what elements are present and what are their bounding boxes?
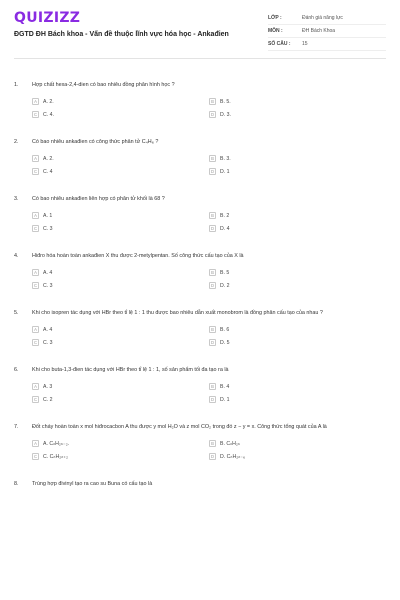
- answer-option[interactable]: [209, 269, 386, 276]
- option-text: A. CₙH₂ₙ₋₂.: [43, 440, 70, 447]
- answer-options: [32, 383, 386, 403]
- answer-options: [32, 326, 386, 346]
- question-number: 2.: [14, 139, 19, 145]
- question-number: 5.: [14, 310, 19, 316]
- option-letter-box[interactable]: D: [210, 340, 215, 345]
- answer-option[interactable]: [209, 339, 386, 346]
- question-text: Đốt cháy hoàn toàn x mol hiđrocacbon A thu được y mol H₂O và z mol CO₂ trong đó z − y = x. Công thức tổng quát của A là: [32, 424, 327, 430]
- question-item: [14, 309, 386, 346]
- worksheet-meta: [268, 12, 386, 51]
- option-letter-box[interactable]: C: [33, 226, 38, 231]
- option-text: C. 4.: [43, 111, 54, 118]
- option-text: D. 1: [220, 396, 230, 403]
- question-text: Hiđro hóa hoàn toàn ankađien X thu được 2-metylpentan. Số công thức cấu tạo của X là: [32, 253, 244, 259]
- option-letter-box[interactable]: D: [210, 454, 215, 459]
- option-text: C. CₙH₂ₙ₊₂: [43, 453, 69, 460]
- question-header: [14, 81, 386, 89]
- option-letter-box[interactable]: A: [32, 440, 39, 447]
- option-letter-box[interactable]: B: [209, 212, 216, 219]
- question-text: Hợp chất hexa-2,4-dien có bao nhiêu đồng phân hình học ?: [32, 82, 175, 88]
- answer-option[interactable]: [209, 396, 386, 403]
- answer-option[interactable]: [32, 440, 209, 447]
- answer-options: [32, 440, 386, 460]
- option-text: C. 2: [43, 396, 53, 403]
- option-text: A. 4: [43, 269, 53, 276]
- question-item: [14, 252, 386, 289]
- answer-option[interactable]: [32, 269, 209, 276]
- meta-label: LỚP :: [268, 15, 282, 21]
- answer-option[interactable]: [209, 282, 386, 289]
- answer-option[interactable]: [209, 326, 386, 333]
- answer-option[interactable]: [209, 111, 386, 118]
- option-text: B. 3.: [220, 155, 231, 162]
- answer-option[interactable]: [32, 339, 209, 346]
- answer-option[interactable]: [32, 225, 209, 232]
- answer-options: [32, 155, 386, 175]
- option-letter-box[interactable]: C: [33, 454, 38, 459]
- meta-row-subject: [268, 25, 386, 38]
- question-list: [0, 81, 400, 488]
- answer-option[interactable]: [32, 168, 209, 175]
- option-text: B. 4: [220, 383, 230, 390]
- option-letter-box[interactable]: A: [32, 383, 39, 390]
- option-letter-box[interactable]: B: [209, 269, 216, 276]
- option-text: B. 5: [220, 269, 230, 276]
- question-item: [14, 480, 386, 488]
- meta-value: 15: [302, 41, 308, 47]
- answer-option[interactable]: [32, 282, 209, 289]
- option-text: D. 5: [220, 339, 230, 346]
- answer-options: [32, 269, 386, 289]
- answer-option[interactable]: [209, 98, 386, 105]
- answer-option[interactable]: [32, 453, 209, 460]
- option-letter-box[interactable]: A: [32, 212, 39, 219]
- question-item: [14, 366, 386, 403]
- option-text: A. 4: [43, 326, 53, 333]
- question-number: 6.: [14, 367, 19, 373]
- question-item: [14, 423, 386, 460]
- answer-option[interactable]: [32, 98, 209, 105]
- option-letter-box[interactable]: C: [33, 283, 38, 288]
- option-letter-box[interactable]: B: [209, 326, 216, 333]
- meta-value: Đánh giá năng lực: [302, 15, 343, 21]
- option-letter-box[interactable]: D: [210, 226, 215, 231]
- question-number: 4.: [14, 253, 19, 259]
- answer-option[interactable]: [209, 383, 386, 390]
- option-text: A. 2.: [43, 155, 54, 162]
- option-text: C. 3: [43, 282, 53, 289]
- answer-option[interactable]: [32, 396, 209, 403]
- answer-option[interactable]: [209, 453, 386, 460]
- option-letter-box[interactable]: B: [209, 440, 216, 447]
- quizizz-logo: QUIZIZZ: [14, 10, 81, 26]
- answer-option[interactable]: [209, 212, 386, 219]
- option-letter-box[interactable]: D: [210, 397, 215, 402]
- option-letter-box[interactable]: A: [32, 155, 39, 162]
- question-number: 1.: [14, 82, 19, 88]
- option-text: D. 4: [220, 225, 230, 232]
- answer-option[interactable]: [32, 111, 209, 118]
- question-text: Khi cho buta-1,3-đien tác dụng với HBr theo tỉ lệ 1 : 1, số sản phẩm tối đa tạo ra là: [32, 367, 229, 373]
- option-letter-box[interactable]: C: [33, 112, 38, 117]
- option-text: B. 6: [220, 326, 230, 333]
- question-number: 7.: [14, 424, 19, 430]
- option-letter-box[interactable]: C: [33, 169, 38, 174]
- option-letter-box[interactable]: D: [210, 112, 215, 117]
- option-letter-box[interactable]: D: [210, 169, 215, 174]
- question-header: [14, 195, 386, 203]
- question-header: [14, 252, 386, 260]
- option-text: C. 4: [43, 168, 53, 175]
- answer-option[interactable]: [32, 326, 209, 333]
- question-header: [14, 138, 386, 146]
- option-text: A. 2.: [43, 98, 54, 105]
- answer-option[interactable]: [209, 168, 386, 175]
- option-letter-box[interactable]: B: [209, 98, 216, 105]
- answer-option[interactable]: [209, 440, 386, 447]
- answer-option[interactable]: [32, 212, 209, 219]
- answer-option[interactable]: [32, 383, 209, 390]
- option-letter-box[interactable]: A: [32, 98, 39, 105]
- option-text: D. CₙH₂ₙ₋₆: [220, 453, 246, 460]
- option-text: B. CₙH₂ₙ: [220, 440, 240, 447]
- option-text: B. 5.: [220, 98, 231, 105]
- option-text: D. 2: [220, 282, 230, 289]
- option-letter-box[interactable]: B: [209, 383, 216, 390]
- option-letter-box[interactable]: A: [32, 269, 39, 276]
- option-letter-box[interactable]: D: [210, 283, 215, 288]
- question-text: Có bao nhiêu ankađien có công thức phân tử C₄H₆ ?: [32, 139, 159, 145]
- question-text: Có bao nhiêu ankađien liên hợp có phân tử khối là 68 ?: [32, 196, 165, 202]
- meta-label: SỐ CÂU :: [268, 41, 291, 47]
- question-number: 8.: [14, 481, 19, 487]
- question-number: 3.: [14, 196, 19, 202]
- option-letter-box[interactable]: A: [32, 326, 39, 333]
- option-text: D. 1: [220, 168, 230, 175]
- option-text: A. 1: [43, 212, 53, 219]
- question-header: [14, 480, 386, 488]
- meta-row-count: [268, 38, 386, 51]
- option-text: C. 3: [43, 225, 53, 232]
- option-letter-box[interactable]: C: [33, 340, 38, 345]
- meta-label: MÔN :: [268, 28, 283, 34]
- meta-row-class: [268, 12, 386, 25]
- header-divider: [14, 58, 386, 59]
- answer-option[interactable]: [209, 155, 386, 162]
- answer-option[interactable]: [209, 225, 386, 232]
- question-item: [14, 195, 386, 232]
- option-letter-box[interactable]: B: [209, 155, 216, 162]
- question-header: [14, 309, 386, 317]
- answer-option[interactable]: [32, 155, 209, 162]
- option-text: A. 3: [43, 383, 53, 390]
- question-text: Khi cho isopren tác dụng với HBr theo tỉ lệ 1 : 1 thu được bao nhiêu dẫn xuất monobrom là đồng phân cấu tạo của nhau ?: [32, 310, 323, 316]
- question-header: [14, 366, 386, 374]
- meta-value: ĐH Bách Khoa: [302, 28, 336, 34]
- option-text: B. 2: [220, 212, 230, 219]
- worksheet-title: ĐGTD ĐH Bách khoa - Vấn đề thuộc lĩnh vực hóa học - Ankađien: [14, 31, 229, 38]
- question-item: [14, 81, 386, 118]
- question-text: Trùng hợp đivinyl tạo ra cao su Buna có cấu tạo là: [32, 481, 153, 487]
- question-header: [14, 423, 386, 431]
- option-letter-box[interactable]: C: [33, 397, 38, 402]
- worksheet-header: [0, 0, 400, 58]
- question-item: [14, 138, 386, 175]
- answer-options: [32, 98, 386, 118]
- option-text: D. 3.: [220, 111, 231, 118]
- option-text: C. 3: [43, 339, 53, 346]
- answer-options: [32, 212, 386, 232]
